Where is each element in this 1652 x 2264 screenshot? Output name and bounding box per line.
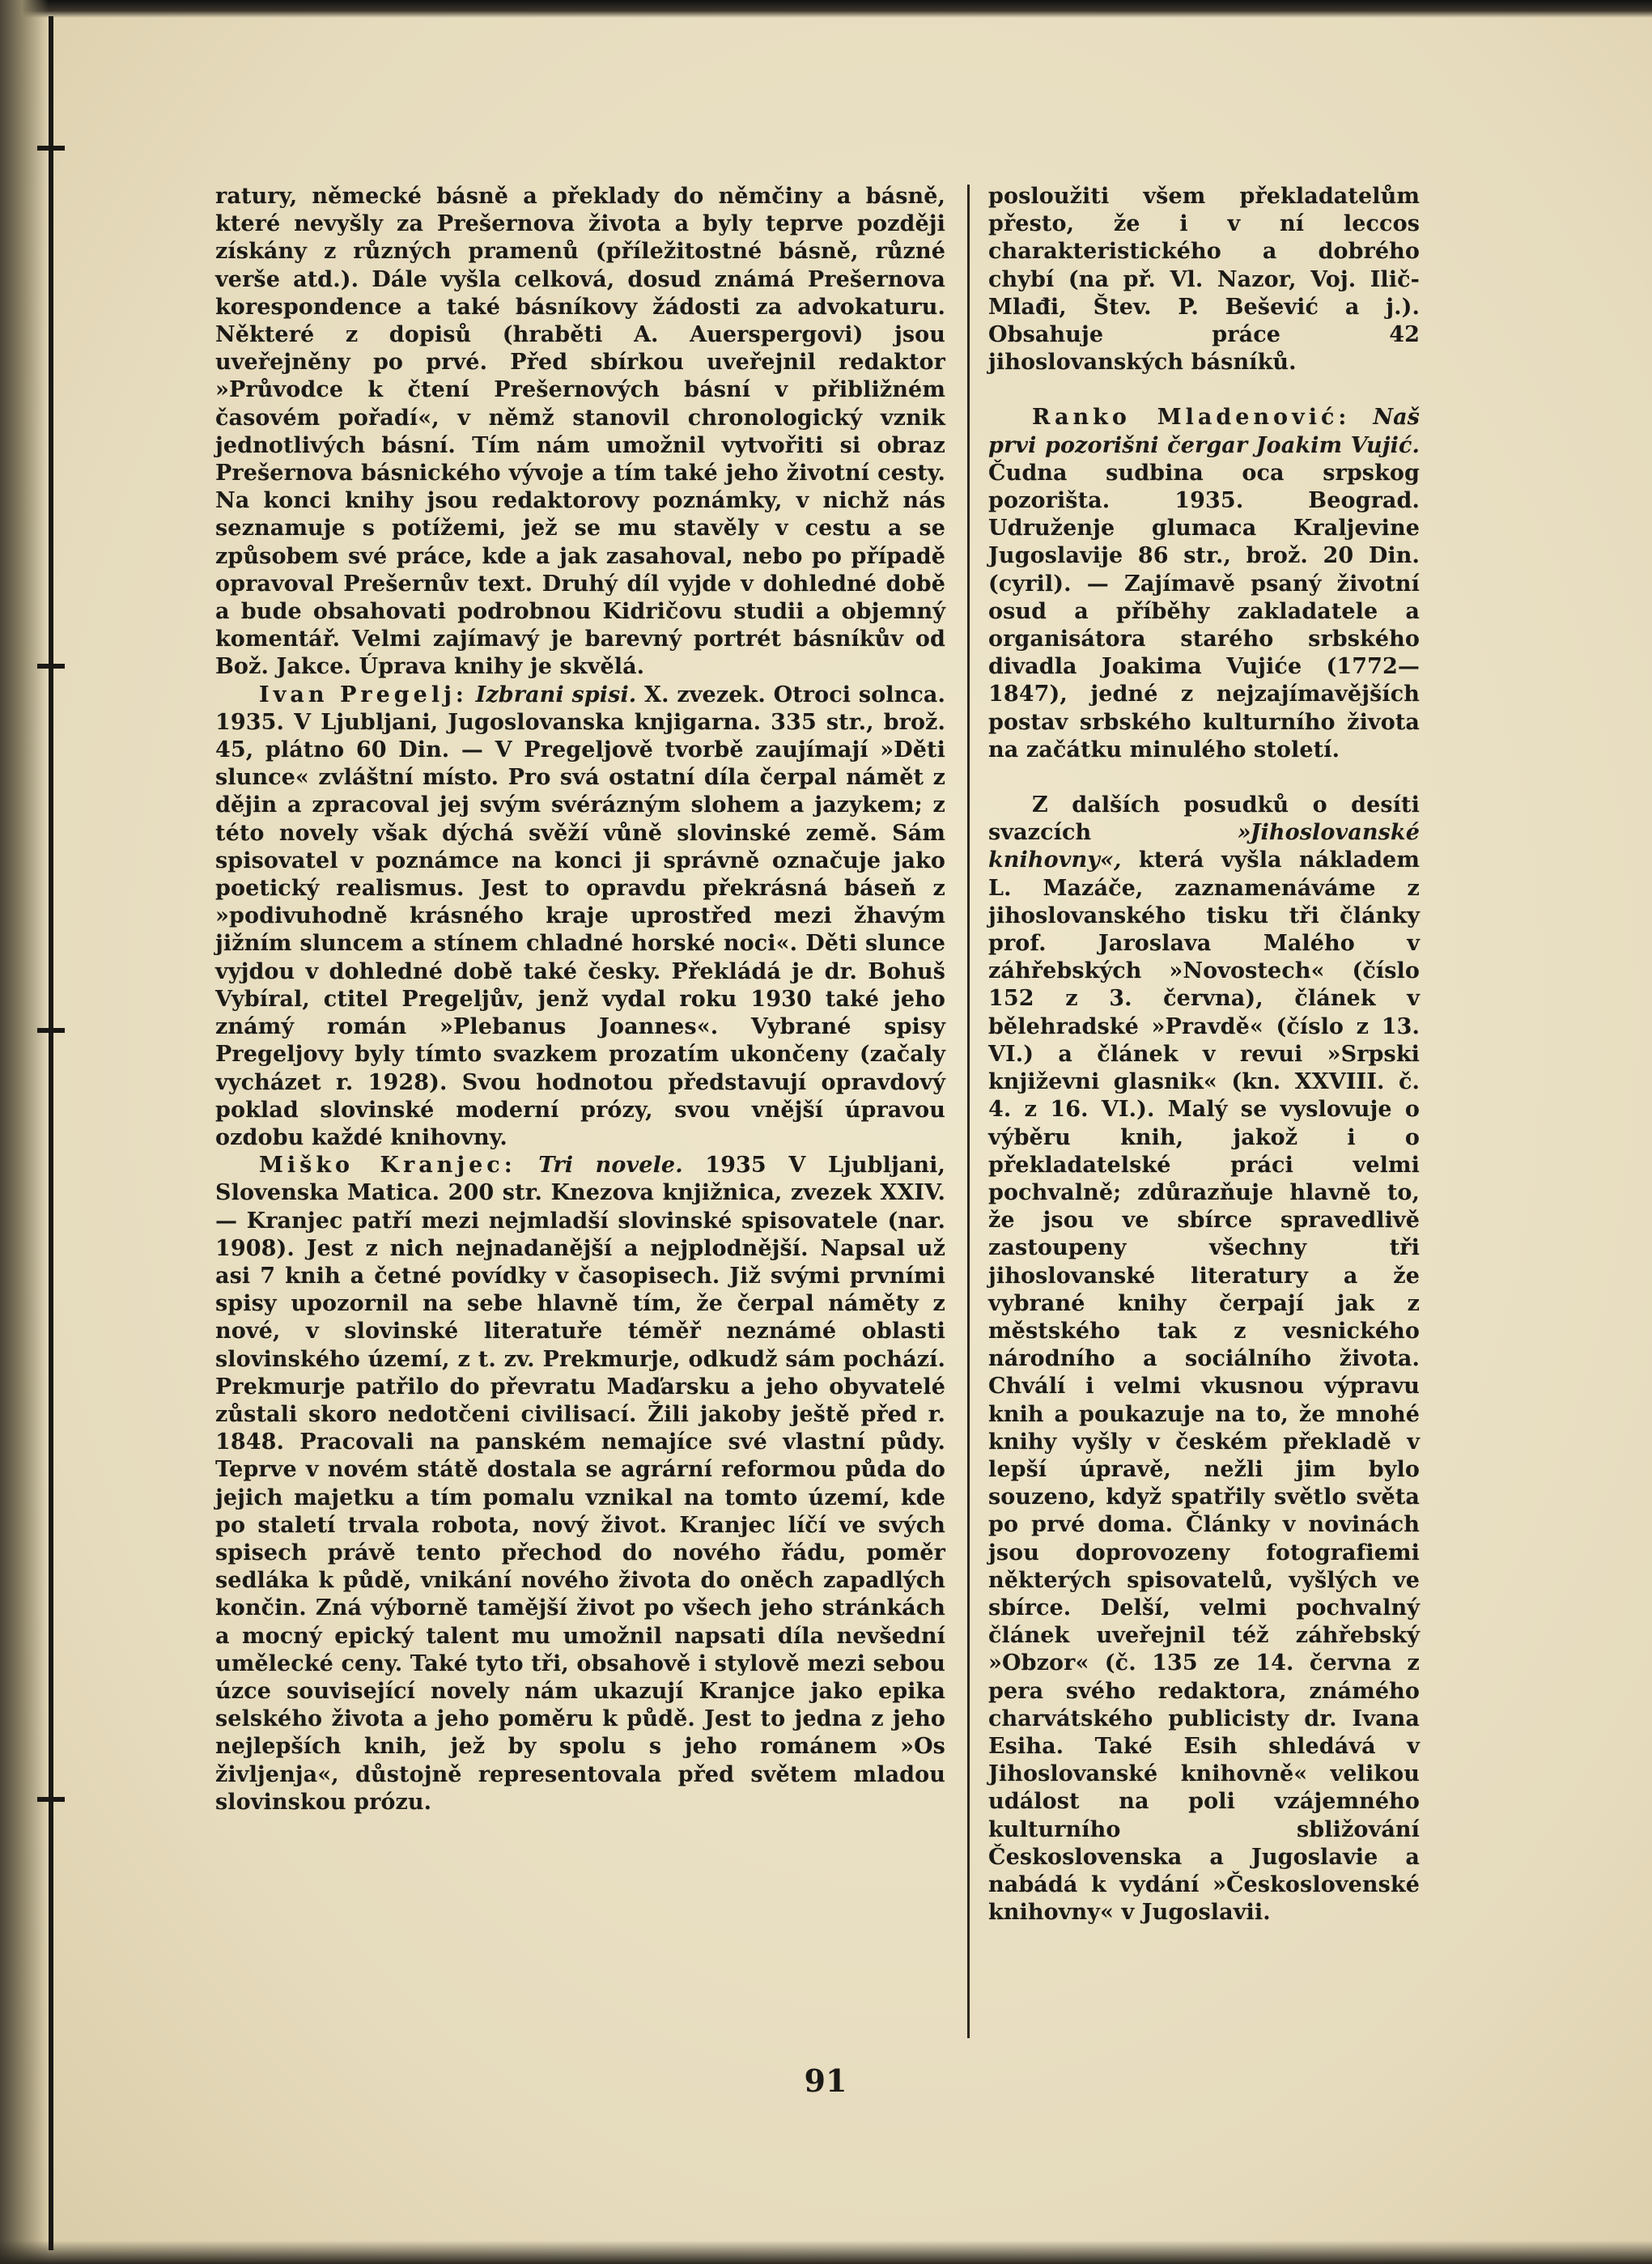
series-title: »Jihoslovanské knihovny«, (988, 820, 1420, 873)
review-text: která vyšla nákladem L. Mazáče, zaznamenáváme z jihoslovanského tisku tři články prof. Jaroslava Malého v záhřebských »Novostech« (číslo 152 z 3. června), článek v bělehradské »Pravdě« (číslo z 13. VI.) a článek v revui »Srpski književni glasnik« (kn. XXVIII. č. 4. z 16. VI.). Malý se vyslovuje o výběru knih, jakož i o překladatelské práci velmi pochvalně; zdůrazňuje hlavně to, že jsou ve sbírce spravedlivě zastoupeny všechny tři jihoslovanské literatury a že vybrané knihy čerpají jak z městského tak z vesnického národního a sociálního života. Chválí i velmi vkusnou výpravu knih a poukazuje na to, že mnohé knihy vyšly v českém překladě v lepší úpravě, nežli jim bylo souzeno, když spatřily světlo světa po prvé doma. Články v novinách jsou doprovozeny fotografiemi některých spisovatelů, vyšlých ve sbírce. Delší, velmi pochvalný článek uveřejnil též záhřebský »Obzor« (č. 135 ze 14. června z pera svého redaktora, známého charvátského publicisty dr. Ivana Esiha. Také Esih shledává v Jihoslovanské knihovně« velikou událost na poli vzájemného kulturního sbližování Československa a Jugoslavie a nabádá k vydání »Československé knihovny« v Jugoslavii. (988, 847, 1421, 1926)
spine-stitch-mark (37, 1028, 65, 1033)
spine-stitch-mark (37, 1797, 65, 1802)
scan-top-edge (0, 0, 1652, 18)
page-number: 91 (804, 2062, 847, 2099)
author-name: Ivan Pregelj: (259, 682, 468, 707)
book-spine-shadow (0, 0, 49, 2264)
author-name: Miško Kranjec: (259, 1153, 516, 1179)
scan-bottom-edge (0, 2241, 1652, 2264)
spine-binding-line (49, 16, 53, 2250)
review-text: 1935 V Ljubljani, Slovenska Matica. 200 str. Knezova knjižnica, zvezek XXIV. — Kranjec patří mezi nejmladší slovinské spisovatele (nar. 1908). Jest z nich nejnadanější a nejplodnější. Napsal už asi 7 knih a četné povídky v časopisech. Již svými prvními spisy upozornil na sebe hlavně tím, že čerpal náměty z nové, v slovinské literatuře téměř neznámé oblasti slovinského území, z t. zv. Prekmurje, odkudž sám pochází. Prekmurje patřilo do převratu Maďarsku a jeho obyvatelé zůstali skoro nedotčeni civilisací. Žili jakoby ještě před r. 1848. Pracovali na panském nemajíce své vlastní půdy. Teprve v novém státě dostala se agrární reformou půda do jejich majetku a tím pomalu vznikal na tomto území, kde po staletí trvala robota, nový život. Kranjec líčí ve svých spisech právě tento přechod do nového řádu, poměr sedláka k půdě, vnikání nového života do oněch zapadlých končin. Zná výborně tamější život po všech jeho stránkách a mocný epický talent mu umožnil napsati díla nevšední umělecké ceny. Také tyto tři, obsahově i stylově mezi sebou úzce související novely nám ukazují Kranjce jako epika selského života a jeho poměru k půdě. Jest to jedna z jeho nejlepších knih, jež by spolu s jeho románem »Os življenja«, důstojně representovala před světem mladou slovinskou prózu. (215, 1153, 946, 1815)
review-lead: Z dalších posudků o desíti svazcích (988, 792, 1420, 846)
spine-stitch-mark (37, 146, 65, 151)
book-title: Izbrani spisi. (475, 682, 637, 707)
left-column (215, 183, 945, 1816)
spine-stitch-mark (37, 664, 65, 669)
paragraph-library-reviews (988, 792, 1420, 1926)
paragraph-kranjec-review (215, 1152, 945, 1816)
paragraph-presern-review: ratury, německé básně a překlady do němčiny a básně, které nevyšly za Prešernova života a byly teprve později získány z různých pramenů (příležitostné básně, různé verše atd.). Dále vyšla celková, dosud známá Prešernova korespondence a také básníkovy žádosti za advokaturu. Některé z dopisů (hraběti A. Auerspergovi) jsou uveřejněny po prvé. Před sbírkou uveřejnil redaktor »Průvodce k čtení Prešernových básní v přibližném časovém pořadí«, v němž stanovil chronologický vznik jednotlivých básní. Tím nám umožnil vytvořiti si obraz Prešernova básnického vývoje a tím také jeho životní cesty. Na konci knihy jsou redaktorovy poznámky, v nichž nás seznamuje s potížemi, jež se mu stavěly v cestu a se způsobem své práce, kde a jak zasahoval, nebo po případě opravoval Prešernův text. Druhý díl vyjde v dohledné době a bude obsahovati podrobnou Kidričovu studii a objemný komentář. Velmi zajímavý je barevný portrét básníkův od Bož. Jakce. Úprava knihy je skvělá. (215, 184, 945, 680)
book-title: Naš prvi pozorišni čergar Joakim Vujić. (988, 405, 1420, 458)
review-text: X. zvezek. Otroci solnca. 1935. V Ljubljani, Jugoslovanska knjigarna. 335 str., brož. 45, plátno 60 Din. — V Pregeljově tvorbě zaujímají »Děti slunce« zvláštní místo. Pro svá ostatní díla čerpal námět z dějin a zpracoval jej svým svérázným slohem a jazykem; z této novely však dýchá svěží vůně slovinské země. Sám spisovatel v poznámce na konci ji správně označuje jako poetický realismus. Jest to opravdu překrásná báseň z »podivuhodně krásného kraje uprostřed mezi žhavým jižním sluncem a stínem chladné horské noci«. Děti slunce vyjdou v dohledné době také česky. Překládá je dr. Bohuš Vybíral, ctitel Pregeljův, jenž vydal roku 1930 také jeho známý román »Plebanus Joannes«. Vybrané spisy Pregeljovy byly tímto svazkem prozatím ukončeny (začaly vycházet r. 1928). Svou hodnotou představují opravdový poklad slovinské moderní prózy, svou vnější úpravou ozdobu každé knihovny. (215, 682, 946, 1150)
paragraph-anthology-continued: posloužiti všem překladatelům přesto, že i v ní leccos charakteristického a dobrého chybí (na př. Vl. Nazor, Voj. Ilič-Mlađi, Štev. P. Bešević a j.). Obsahuje práce 42 jihoslovanských básníků. (988, 184, 1420, 376)
author-name: Ranko Mladenović: (1032, 405, 1351, 431)
paragraph-mladenovic-review (988, 404, 1420, 764)
right-column (988, 183, 1420, 1926)
column-divider (967, 185, 970, 2038)
review-text: Čudna sudbina oca srpskog pozorišta. 1935. Beograd. Udruženje glumaca Kraljevine Jugoslavije 86 str., brož. 20 Din. (cyril). — Zajímavě psaný životní osud a příběhy zakladatele a organisátora starého srbského divadla Joakima Vujiće (1772—1847), jedné z nejzajímavějších postav srbského kulturního života na začátku minulého století. (988, 460, 1420, 762)
paragraph-pregelj-review (215, 682, 945, 1152)
book-title: Tri novele. (538, 1153, 683, 1179)
